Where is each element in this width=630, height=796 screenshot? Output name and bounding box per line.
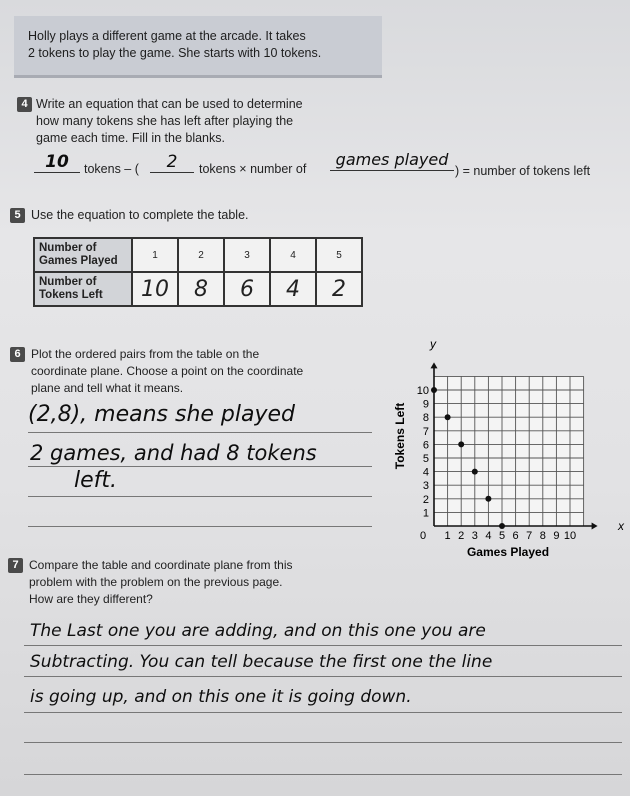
x-tick-label: 9 [553, 530, 560, 542]
table-answer-cell[interactable]: 8 [178, 272, 224, 306]
y-tick-label: 8 [422, 412, 429, 425]
question-7-badge: 7 [8, 558, 23, 573]
table-answer-cell[interactable]: 10 [132, 272, 178, 306]
y-tick-label: 9 [422, 398, 429, 411]
y-tick-label: 3 [422, 480, 429, 493]
x-axis-arrow [592, 523, 598, 530]
x-axis-label: Games Played [466, 545, 550, 559]
intro-line-1: Holly plays a different game at the arcade. It takes [28, 29, 306, 43]
grid [434, 376, 584, 526]
data-point [485, 496, 491, 502]
games-tokens-table [33, 237, 363, 307]
answer-rule [24, 645, 622, 646]
table-answer-cell[interactable]: 2 [316, 272, 362, 306]
question-6-badge: 6 [10, 347, 25, 362]
question-4-badge: 4 [17, 97, 32, 112]
y-tick-label: 5 [422, 453, 429, 465]
table-cell: 3 [224, 238, 270, 272]
table-cell: 4 [270, 238, 316, 272]
question-5-prompt: Use the equation to complete the table. [31, 208, 249, 222]
blank-games-played[interactable]: games played [330, 150, 454, 171]
data-point [472, 469, 478, 475]
q4-line-3: game each time. Fill in the blanks. [36, 131, 225, 145]
q7-answer-line-1[interactable]: The Last one you are adding, and on this one you are [30, 621, 486, 641]
answer-rule [24, 712, 622, 713]
x-tick-label: 6 [512, 530, 519, 542]
problem-intro-box [14, 16, 382, 78]
coordinate-plane [392, 336, 626, 568]
origin-label: 0 [420, 530, 427, 542]
y-tick-label: 6 [422, 439, 429, 452]
answer-rule [28, 496, 372, 497]
answer-rule [24, 774, 622, 775]
q6-line-3: plane and tell what it means. [31, 381, 184, 395]
q6-line-2: coordinate plane. Choose a point on the coordinate [31, 364, 304, 378]
q4-line-1: Write an equation that can be used to determine [36, 97, 303, 111]
x-tick-label: 10 [563, 530, 577, 542]
q6-answer-line-1[interactable]: (2,8), means she played [28, 402, 295, 427]
q7-answer-line-2[interactable]: Subtracting. You can tell because the first one the line [30, 652, 493, 672]
x-tick-label: 5 [498, 530, 506, 542]
table-cell: 2 [178, 238, 224, 272]
question-4-prompt [36, 96, 303, 147]
x-tick-label: 3 [471, 530, 478, 542]
y-axis-letter: y [430, 337, 436, 351]
table-answer-cell[interactable]: 4 [270, 272, 316, 306]
table-answer-cell[interactable]: 6 [224, 272, 270, 306]
q7-line-3: How are they different? [29, 592, 153, 606]
equation-text-3: ) = number of tokens left [455, 164, 591, 178]
q7-line-2: problem with the problem on the previous page. [29, 575, 283, 589]
q6-answer-line-2[interactable]: 2 games, and had 8 tokens [30, 441, 317, 465]
x-tick-label: 1 [444, 530, 451, 542]
blank-starting-tokens[interactable]: 10 [34, 152, 80, 173]
q6-line-1: Plot the ordered pairs from the table on the [31, 347, 260, 361]
table-row-tokens [34, 272, 362, 306]
equation-text-1: tokens – ( [84, 162, 139, 176]
data-point [445, 414, 451, 420]
q7-line-1: Compare the table and coordinate plane from this [29, 558, 293, 572]
answer-rule [28, 466, 372, 467]
table-row-games [34, 238, 362, 272]
answer-rule [24, 742, 622, 743]
answer-rule [24, 676, 622, 677]
intro-line-2: 2 tokens to play the game. She starts with 10 tokens. [28, 46, 322, 60]
data-point [499, 523, 505, 529]
y-tick-label: 4 [422, 466, 429, 479]
x-axis-letter: x [618, 519, 624, 533]
question-6-prompt [31, 346, 303, 397]
table-cell: 5 [316, 238, 362, 272]
x-tick-label: 8 [539, 530, 546, 542]
table-cell: 1 [132, 238, 178, 272]
equation-text-2: tokens × number of [199, 162, 307, 176]
answer-rule [28, 432, 372, 433]
y-axis-arrow [431, 362, 438, 368]
answer-rule [28, 526, 372, 527]
q4-line-2: how many tokens she has left after playing the [36, 114, 294, 128]
y-tick-label: 10 [416, 385, 429, 397]
q6-answer-line-3[interactable]: left. [74, 468, 118, 493]
y-tick-label: 1 [422, 507, 429, 520]
blank-tokens-per-game[interactable]: 2 [150, 152, 194, 173]
row-header-tokens: Number of Tokens Left [34, 272, 132, 306]
q7-answer-line-3[interactable]: is going up, and on this one it is going down. [30, 687, 412, 707]
x-tick-label: 4 [485, 530, 492, 542]
data-point [458, 441, 464, 447]
x-tick-label: 7 [526, 530, 533, 542]
y-tick-label: 7 [422, 425, 429, 438]
row-header-games: Number of Games Played [34, 238, 132, 272]
x-tick-label: 2 [458, 530, 465, 542]
question-7-prompt [29, 557, 293, 608]
y-tick-label: 2 [422, 493, 429, 506]
question-5-badge: 5 [10, 208, 25, 223]
data-point [431, 387, 437, 393]
y-axis-label: Tokens Left [393, 402, 407, 470]
grid-background [434, 376, 584, 526]
